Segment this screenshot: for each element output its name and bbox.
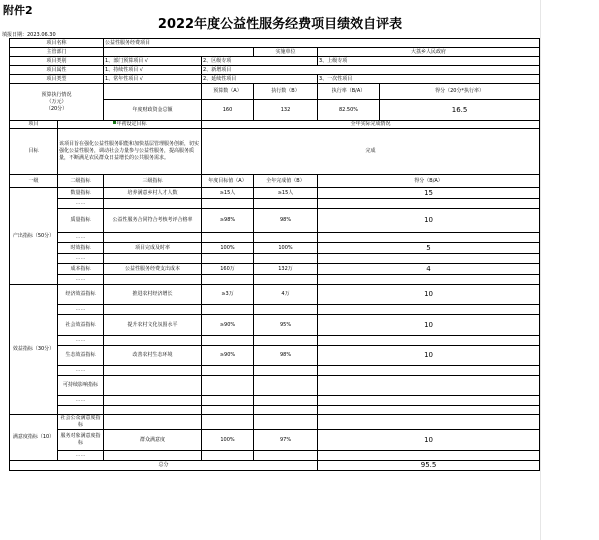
category-option-2: 2、区级专项	[202, 57, 318, 66]
label-project-type: 项目类型	[10, 75, 104, 84]
economic-more: ……	[58, 305, 104, 315]
label-target: 目标	[10, 129, 58, 175]
label-ecological: 生态效益指标	[58, 346, 104, 366]
quantity-actual: ≥15人	[254, 188, 318, 199]
quantity-score: 15	[318, 188, 540, 199]
service-indicator: 群众满意度	[104, 430, 202, 451]
social-more: ……	[58, 336, 104, 346]
timeliness-target: 100%	[202, 243, 254, 254]
quantity-target: ≥15人	[202, 188, 254, 199]
ecological-target: ≥90%	[202, 346, 254, 366]
label-output-indicators: 产出指标（50分）	[10, 188, 58, 285]
budget-header-blank	[104, 84, 202, 100]
page-title: 2022年度公益性服务经费项目绩效自评表	[157, 17, 403, 32]
label-social: 社会效益指标	[58, 315, 104, 336]
label-annual-funds: 年度财政资金总额	[104, 100, 202, 121]
label-economic: 经济效益指标	[58, 285, 104, 305]
quality-target: ≥98%	[202, 209, 254, 233]
label-annual-actual: 全年实际完成情况	[202, 121, 540, 129]
quality-more: ……	[58, 233, 104, 243]
social-target: ≥90%	[202, 315, 254, 336]
service-actual: 97%	[254, 430, 318, 451]
ecological-indicator: 改善农村生态环境	[104, 346, 202, 366]
label-project-attribute: 项目属性	[10, 66, 104, 75]
quantity-more: ……	[58, 199, 104, 209]
cost-indicator: 公益性服务经费支出成本	[104, 264, 202, 275]
ecological-actual: 98%	[254, 346, 318, 366]
economic-indicator: 推进农村经济增长	[104, 285, 202, 305]
sheet-column-divider	[540, 0, 541, 540]
header-level3: 三级指标	[104, 175, 202, 188]
type-option-1: 1、常年性项目 √	[104, 75, 202, 84]
evaluation-table	[9, 38, 540, 471]
header-level2: 二级指标	[58, 175, 104, 188]
quantity-indicator: 培养满意乡村人才人数	[104, 188, 202, 199]
competent-dept-value	[104, 48, 254, 57]
budget-a-value: 160	[202, 100, 254, 121]
label-implementing-unit: 实施单位	[254, 48, 318, 57]
ecological-score: 10	[318, 346, 540, 366]
label-budget-execution: 预算执行情况 （万元） （20分）	[10, 84, 104, 121]
cell-marker-icon	[113, 121, 116, 124]
label-quality: 质量指标	[58, 209, 104, 233]
economic-target: ≥3万	[202, 285, 254, 305]
quality-actual: 98%	[254, 209, 318, 233]
service-score: 10	[318, 430, 540, 451]
project-name-value: 公益性服务经费项目	[104, 39, 540, 48]
total-score-value: 95.5	[318, 461, 540, 471]
attachment-label: 附件2	[3, 4, 33, 17]
execution-rate-value: 82.50%	[318, 100, 380, 121]
category-option-3: 3、上级专项	[318, 57, 540, 66]
label-benefit-indicators: 效益指标（30分）	[10, 285, 58, 415]
label-satisfaction-indicators: 满意度指标（10）	[10, 415, 58, 461]
budget-score-value: 16.5	[380, 100, 540, 121]
timeliness-indicator: 项目完成及时率	[104, 243, 202, 254]
cost-more: ……	[58, 275, 104, 285]
timeliness-score: 5	[318, 243, 540, 254]
fill-date: 填报日期：2023.06.30	[2, 32, 56, 38]
label-execution-number: 执行数（B）	[254, 84, 318, 100]
label-project-name: 项目名称	[10, 39, 104, 48]
type-option-2: 2、延续性项目	[202, 75, 318, 84]
header-target-value: 年度目标值（A）	[202, 175, 254, 188]
header-score: 得分（B/A）	[318, 175, 540, 188]
sustainable-indicator	[104, 376, 202, 396]
header-actual-value: 全年完成值（B）	[254, 175, 318, 188]
label-total-score: 总分	[10, 461, 318, 471]
attribute-option-1: 1、持续性项目 √	[104, 66, 202, 75]
quality-indicator: 公益性服务合同符合考核考评合格率	[104, 209, 202, 233]
label-cost: 成本指标	[58, 264, 104, 275]
cost-score: 4	[318, 264, 540, 275]
goal-text: 该项目旨在强化公益性服务职能和加快基层管理服务创新，切实强化公益性服务，调动社会力量参与公益性服务，提高服务质量，不断满足农民群众日益增长的公共服务需求。	[58, 129, 202, 175]
label-competent-dept: 主管部门	[10, 48, 104, 57]
label-service-object: 服务对象满意度指标	[58, 430, 104, 451]
label-execution-rate: 执行率（B/A）	[318, 84, 380, 100]
label-sustainable: 可持续影响指标	[58, 376, 104, 396]
budget-b-value: 132	[254, 100, 318, 121]
economic-score: 10	[318, 285, 540, 305]
economic-actual: 4万	[254, 285, 318, 305]
social-indicator: 提升农村文化氛围水平	[104, 315, 202, 336]
type-option-3: 3、一次性项目	[318, 75, 540, 84]
cost-target: 160万	[202, 264, 254, 275]
label-quantity: 数量指标	[58, 188, 104, 199]
goal-actual: 完成	[202, 129, 540, 175]
social-score: 10	[318, 315, 540, 336]
quality-score: 10	[318, 209, 540, 233]
service-more: ……	[58, 451, 104, 461]
label-annual-goal-text: 年初设定目标	[116, 121, 147, 127]
service-target: 100%	[202, 430, 254, 451]
label-item: 项目	[10, 121, 58, 129]
category-option-1: 1、部门预算项目 √	[104, 57, 202, 66]
label-social-public: 社会公众满意度指标	[58, 415, 104, 430]
label-timeliness: 时效指标	[58, 243, 104, 254]
header-level1: 一级	[10, 175, 58, 188]
social-actual: 95%	[254, 315, 318, 336]
label-score-formula: 得分（20分*执行率）	[380, 84, 540, 100]
label-budget-number: 预算数（A）	[202, 84, 254, 100]
timeliness-more: ……	[58, 254, 104, 264]
ecological-more: ……	[58, 366, 104, 376]
implementing-unit-value: 大荔乡人民政府	[318, 48, 540, 57]
cost-actual: 132万	[254, 264, 318, 275]
timeliness-actual: 100%	[254, 243, 318, 254]
sustainable-more: ……	[58, 396, 104, 406]
label-annual-goal	[58, 121, 202, 129]
attribute-option-2: 2、新增项目	[202, 66, 540, 75]
label-project-category: 项目类别	[10, 57, 104, 66]
